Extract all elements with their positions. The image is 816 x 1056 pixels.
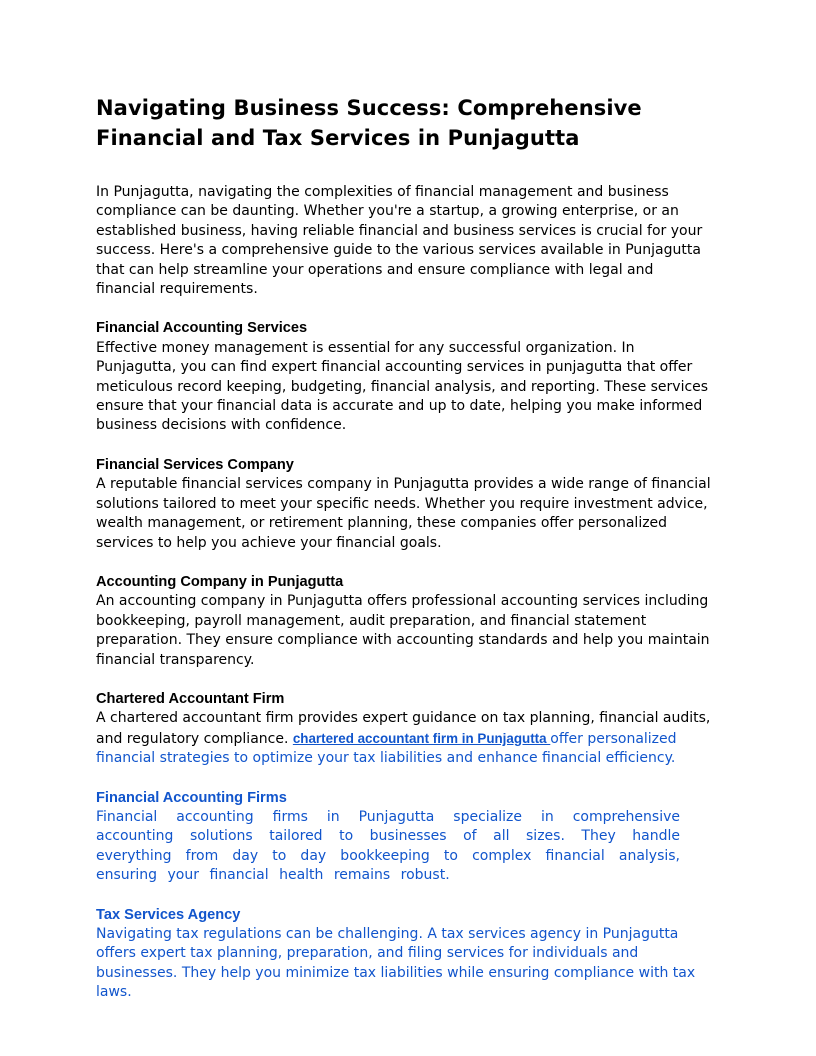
intro-paragraph: In Punjagutta, navigating the complexities of financial management and business compliance can be daunting. Whether you're a startup, a growing enterprise, or an established business, having reliable financial and business services is crucial for your success. Here's a comprehensive guide to the various services available in Punjagutta that can help streamline your operations and ensure compliance with legal and financial requirements. [96, 184, 703, 298]
section-financial-services-company [96, 456, 712, 553]
document-title: Navigating Business Success: Comprehensive Financial and Tax Services in Punjagutta [96, 96, 642, 150]
section-body-text-blue: offer personalized financial strategies to optimize your tax liabilities and enhance financial efficiency. [96, 730, 677, 767]
chartered-accountant-link[interactable]: chartered accountant firm in Punjagutta [292, 730, 551, 746]
section-body [96, 709, 712, 768]
section-body-text: A chartered accountant firm provides expert guidance on tax planning, financial audits, and regulatory compliance. [96, 710, 711, 747]
section-body: Financial accounting firms in Punjagutta specialize in comprehensive accounting solutions tailored to businesses of all sizes. They handle everything from day to day bookkeeping to complex financial analysis, ensuring your financial health remains robust. [96, 808, 680, 884]
section-heading: Financial Accounting Firms [96, 789, 287, 806]
section-heading: Tax Services Agency [96, 906, 241, 923]
section-heading: Accounting Company in Punjagutta [96, 573, 344, 590]
section-body: A reputable financial services company in Punjagutta provides a wide range of financial solutions tailored to meet your specific needs. Whether you require investment advice, wealth management, or retirement planning, these companies offer personalized services to help you achieve your financial goals. [96, 476, 711, 551]
section-chartered-accountant-firm [96, 690, 712, 769]
section-financial-accounting-firms [96, 789, 712, 886]
section-heading: Chartered Accountant Firm [96, 690, 285, 707]
section-body: Effective money management is essential for any successful organization. In Punjagutta, you can find expert financial accounting services in punjagutta that offer meticulous record keeping, budgeting, financial analysis, and reporting. These services ensure that your financial data is accurate and up to date, helping you make informed business decisions with confidence. [96, 339, 709, 434]
section-heading: Financial Accounting Services [96, 320, 308, 337]
section-financial-accounting-services [96, 319, 712, 435]
section-body: An accounting company in Punjagutta offers professional accounting services including bookkeeping, payroll management, audit preparation, and financial statement preparation. They ensure compliance with accounting standards and help you maintain financial transparency. [96, 593, 710, 668]
document-page [96, 93, 712, 1003]
section-heading: Financial Services Company [96, 456, 294, 473]
section-tax-services-agency [96, 906, 712, 1003]
section-body: Navigating tax regulations can be challenging. A tax services agency in Punjagutta offers expert tax planning, preparation, and filing services for individuals and businesses. They help you minimize tax liabilities while ensuring compliance with tax laws. [96, 926, 696, 1001]
section-accounting-company [96, 573, 712, 670]
